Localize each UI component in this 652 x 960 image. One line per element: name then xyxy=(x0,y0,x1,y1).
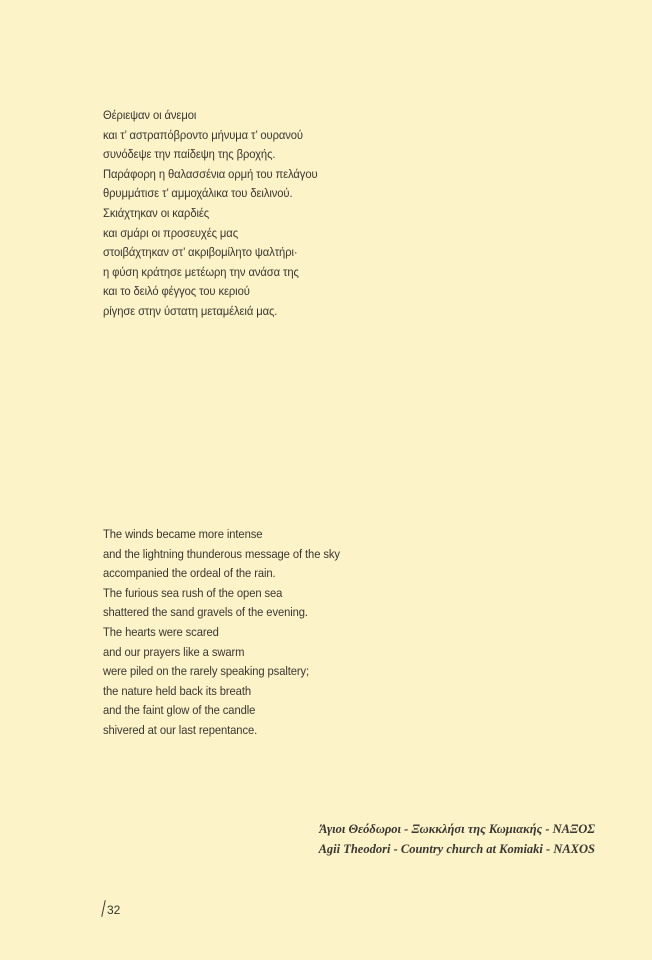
poem-line: Παράφορη η θαλασσένια ορμή του πελάγου xyxy=(103,166,318,181)
page-number xyxy=(103,900,120,917)
poem-line: accompanied the ordeal of the rain. xyxy=(103,566,276,581)
poem-line: και σμάρι οι προσευχές μας xyxy=(103,225,239,240)
poem-line: θρυμμάτισε τ’ αμμοχάλικα του δειλινού. xyxy=(103,186,293,201)
poem-line: The hearts were scared xyxy=(103,624,219,639)
caption-english: Agii Theodori - Country church at Komiaki - NAXOS xyxy=(318,842,595,856)
poem-line: και το δειλό φέγγος του κεριού xyxy=(103,284,250,299)
caption-greek: Άγιοι Θεόδωροι - Ξωκκλήσι της Κωμιακής - ΝΑΞΟΣ xyxy=(319,822,595,836)
page-number-text: 32 xyxy=(107,903,121,917)
poem-line: were piled on the rarely speaking psaltery; xyxy=(103,664,310,679)
poem-line: and our prayers like a swarm xyxy=(103,644,245,659)
poem-line: and the faint glow of the candle xyxy=(103,703,256,718)
poem-line: ρίγησε στην ύστατη μεταμέλειά μας. xyxy=(103,303,278,318)
poem-line: the nature held back its breath xyxy=(103,683,252,698)
poem-english xyxy=(103,525,340,741)
poem-line: shattered the sand gravels of the evening. xyxy=(103,605,308,620)
poem-line: The furious sea rush of the open sea xyxy=(103,585,283,600)
poem-line: shivered at our last repentance. xyxy=(103,722,258,737)
poem-line: and the lightning thunderous message of the sky xyxy=(103,546,340,561)
page-number-divider xyxy=(101,900,106,917)
poem-line: Σκιάχτηκαν οι καρδιές xyxy=(103,205,210,220)
poem-line: Θέριεψαν οι άνεμοι xyxy=(103,108,197,122)
poem-greek xyxy=(103,106,318,322)
poem-line: στοιβάχτηκαν στ’ ακριβομίλητο ψαλτήρι· xyxy=(103,245,298,260)
photo-caption xyxy=(319,819,595,859)
poem-line: και τ’ αστραπόβροντο μήνυμα τ’ ουρανού xyxy=(103,127,303,142)
poem-line: συνόδεψε την παίδεψη της βροχής. xyxy=(103,147,276,162)
poem-line: η φύση κράτησε μετέωρη την ανάσα της xyxy=(103,264,299,279)
poem-line: The winds became more intense xyxy=(103,527,263,541)
